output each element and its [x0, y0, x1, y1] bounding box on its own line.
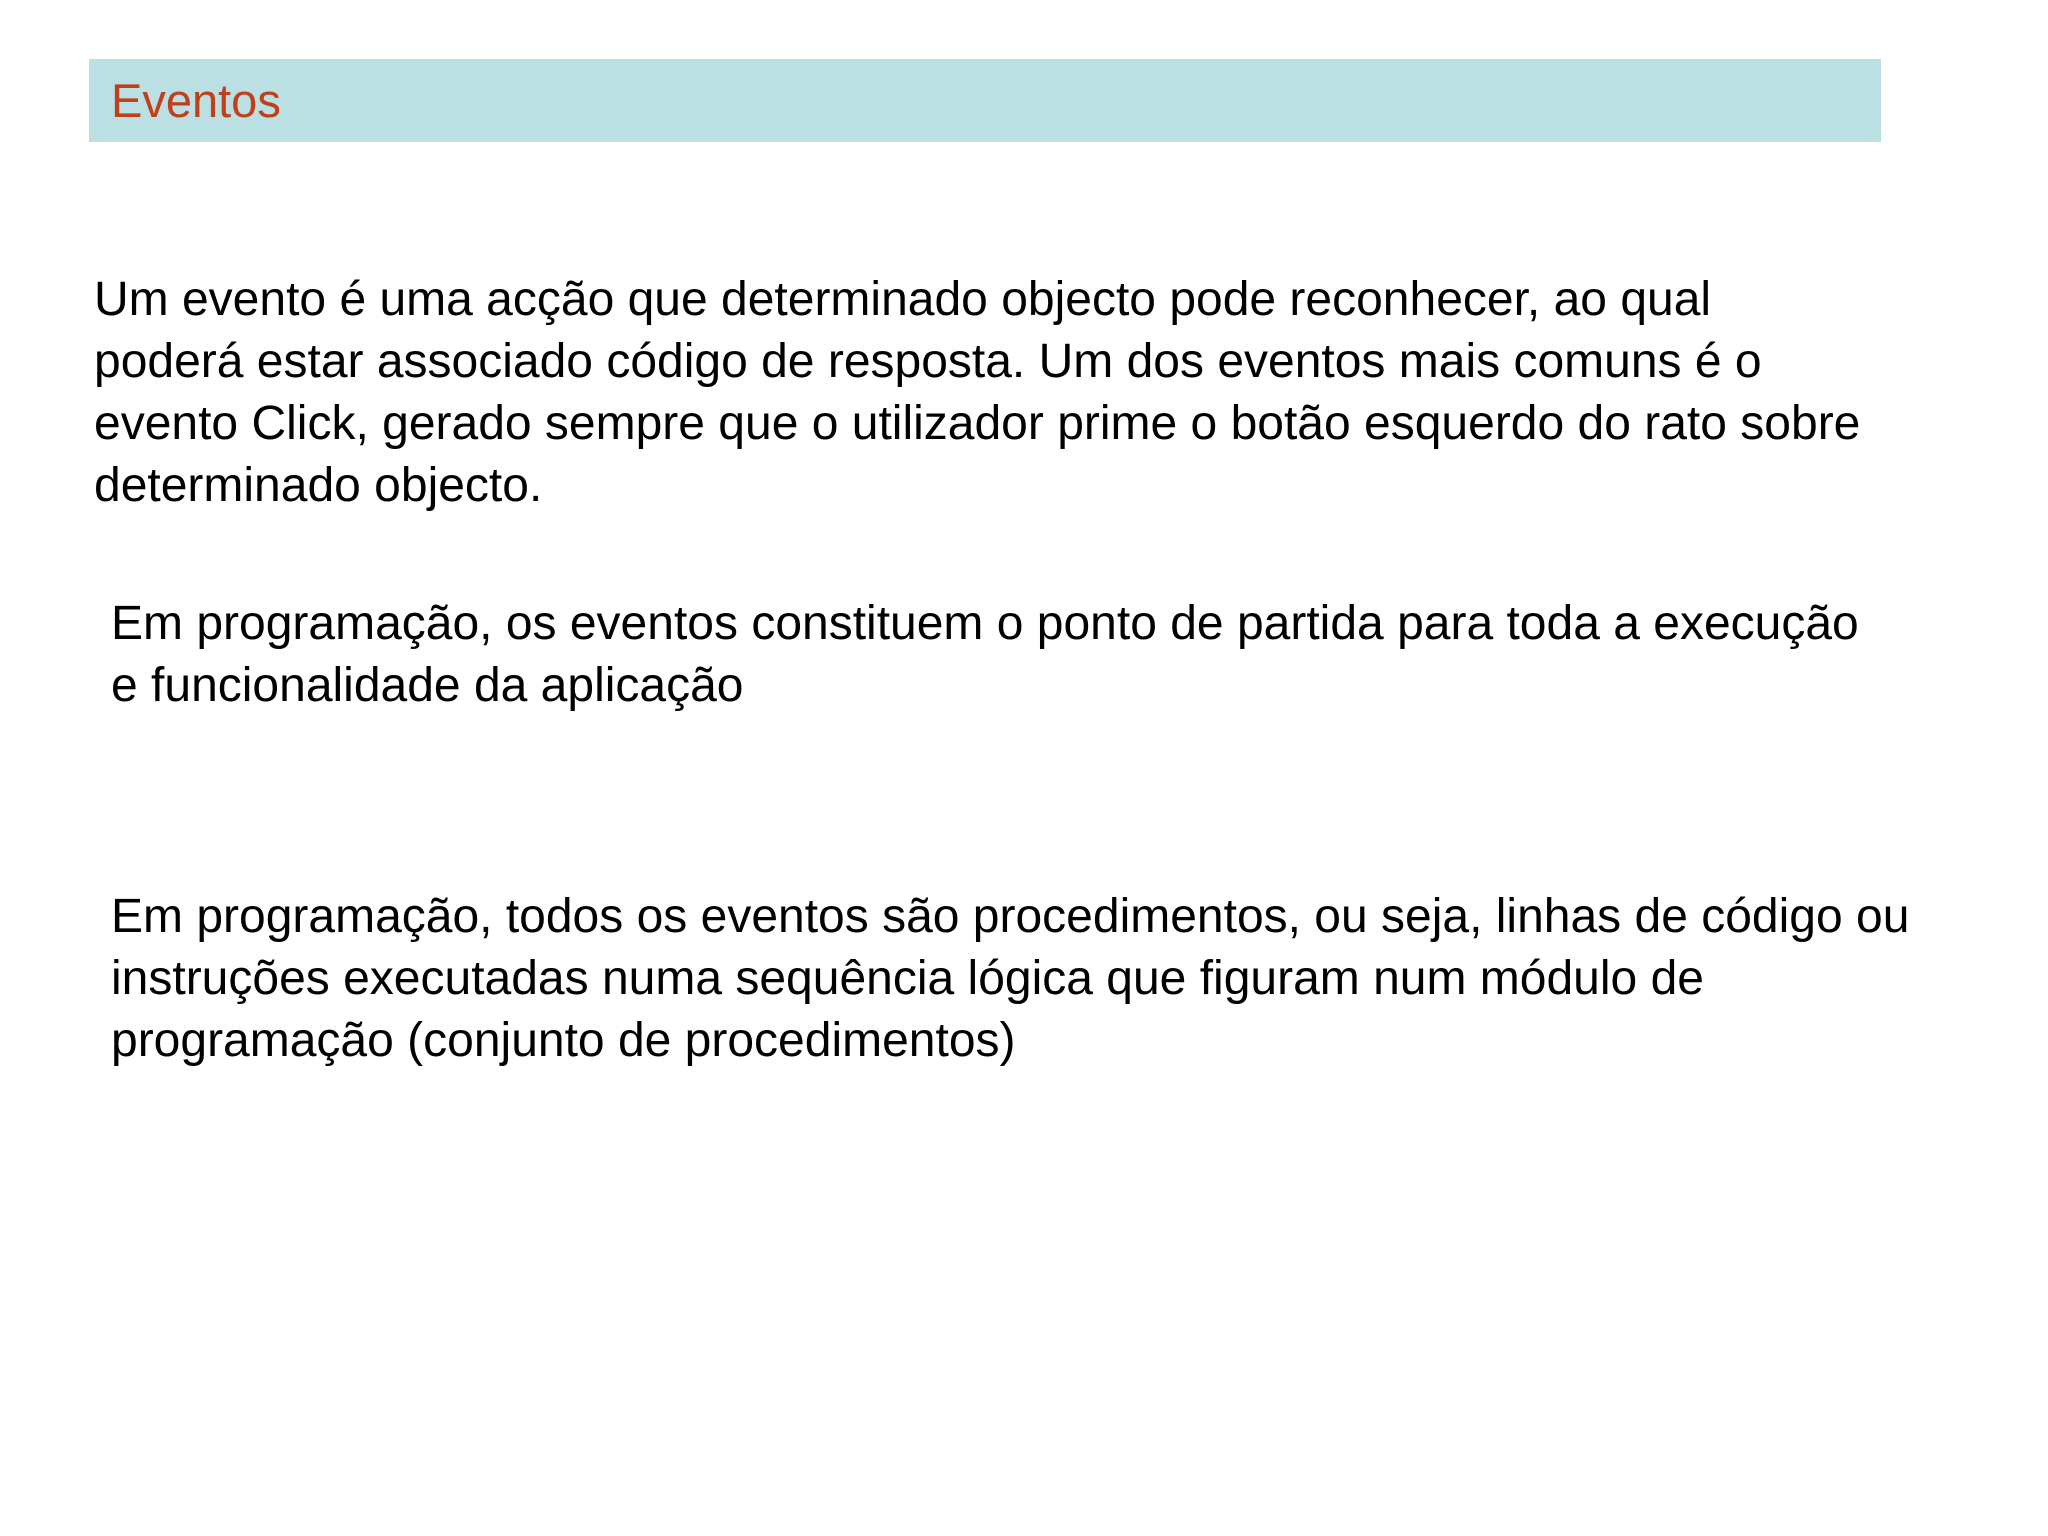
paragraph-events-starting-point [111, 593, 2031, 717]
slide-title: Eventos [111, 74, 281, 127]
text-line: programação (conjunto de procedimentos) [111, 1014, 1016, 1067]
text-line: evento Click, gerado sempre que o utilizador prime o botão esquerdo do rato sobre [94, 397, 1861, 450]
text-line: poderá estar associado código de resposta. Um dos eventos mais comuns é o [94, 335, 1762, 388]
paragraph-event-definition [94, 269, 2034, 517]
text-line: e funcionalidade da aplicação [111, 659, 744, 712]
title-bar [89, 59, 1881, 142]
text-line: Em programação, os eventos constituem o ponto de partida para toda a execução [111, 597, 1859, 650]
text-line: Um evento é uma acção que determinado objecto pode reconhecer, ao qual [94, 273, 1712, 326]
paragraph-events-procedures [111, 886, 2041, 1072]
text-line: Em programação, todos os eventos são procedimentos, ou seja, linhas de código ou [111, 890, 1910, 943]
text-line: determinado objecto. [94, 459, 543, 512]
text-line: instruções executadas numa sequência lógica que figuram num módulo de [111, 952, 1704, 1005]
